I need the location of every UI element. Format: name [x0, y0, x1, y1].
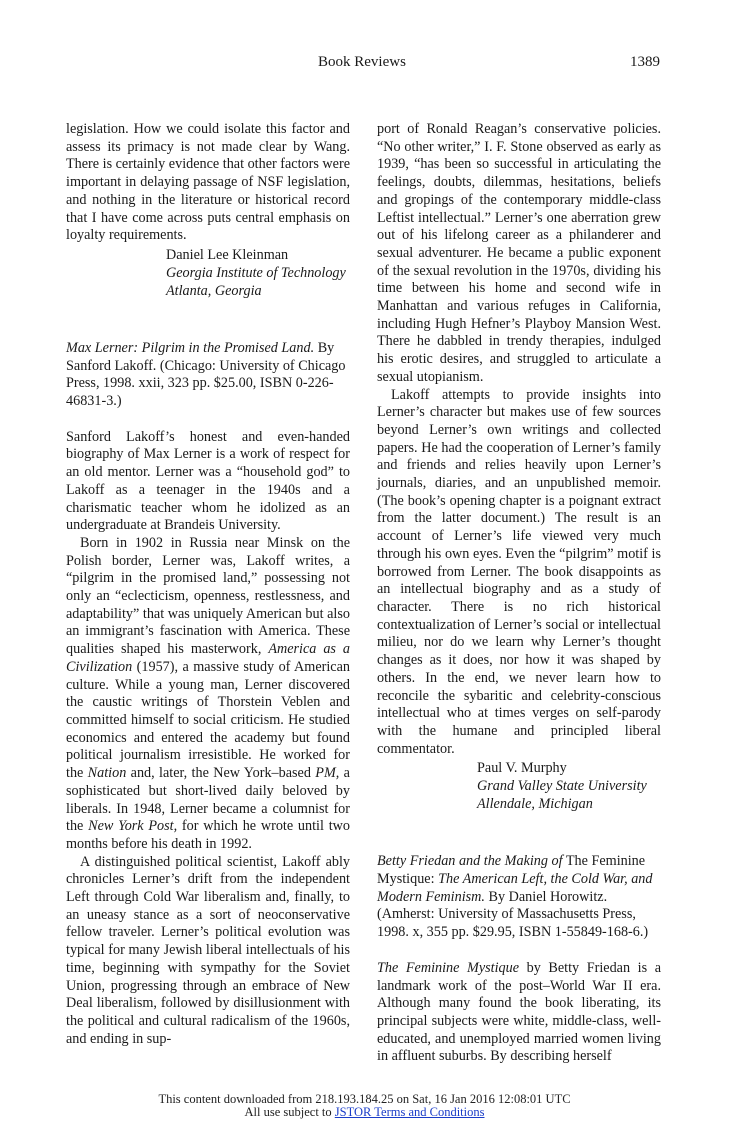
publication-title: Nation [87, 765, 127, 782]
paragraph: legislation. How we could isolate this factor and assess its primacy is not made clear by Wang. There is certainly evidence that other factors were important in delaying passage of NSF legislation, and nothing in the literature or historical record that I have come across puts central emphasis on loyalty requirements. [66, 121, 350, 244]
reviewer-signature [477, 759, 661, 813]
book-title: Max Lerner: Pilgrim in the Promised Land. [66, 339, 315, 356]
book-citation [66, 340, 350, 411]
running-head [0, 54, 729, 74]
paragraph: The Feminine Mystique by Betty Friedan is a landmark work of the post–World War II era. Although many found the book liberating, its principal subjects were white, middle-class, well-educated, and unemployed married women living in affluent suburbs. By describing herself [377, 959, 661, 1065]
book-citation: Betty Friedan and the Making of The Feminine Mystique: The American Left, the Cold War, and Modern Feminism. By Daniel Horowitz. (Amherst: University of Massachusetts Press, 1998. x, 355 pp. $29.95, ISBN 1-55849-168-6.) [377, 853, 653, 941]
terms-line: All use subject to JSTOR Terms and Conditions [244, 1105, 485, 1119]
page-number: 1389 [630, 54, 660, 70]
paragraph: Lakoff attempts to provide insights into Lerner’s character but makes use of few sources beyond Lerner’s own writings and collected papers. He had the cooperation of Lerner’s family and friends and relies heavily upon Lerner’s journals, diaries, and an unpublished memoir. (The book’s opening chapter is a poignant extract from the latter document.) The result is an account of Lerner’s life viewed very much through his own eyes. Even the “pilgrim” motif is borrowed from Lerner. The book disappoints as an intellectual biography and as a study of character. There is no rich historical contextualization of Lerner’s social or intellectual milieu, nor do we learn why Lerner’s thought changes as it does, nor how it was shaped by others. In the end, we never learn how to reconcile the sybaritic and celebrity-conscious intellectual who at times verges on self-parody with the humane and principled liberal commentator. [377, 386, 661, 757]
publication-title: New York Post, [88, 818, 178, 835]
paragraph: Sanford Lakoff’s honest and even-handed biography of Max Lerner is a work of respect for an old mentor. Lerner was a “household god” to Lakoff as a teenager in the 1940s and a charismatic teacher whom he idolized as an undergraduate at Brandeis University. [66, 428, 350, 534]
paragraph: A distinguished political scientist, Lakoff ably chronicles Lerner’s drift from the independent Left through Cold War liberalism and, finally, to an uneasy stance as a sort of neoconservative fellow traveler. Lerner’s political evolution was typical for many Jewish liberal intellectuals of his time, beginning with sympathy for the Soviet Union, progressing through an embrace of New Deal liberalism, followed by disillusionment with the political and cultural radicalism of the 1960s, and ending in sup- [66, 853, 350, 1047]
reviewer-location: Atlanta, Georgia [166, 282, 262, 299]
spacer [66, 411, 350, 429]
spacer [377, 942, 661, 960]
book-title: Betty Friedan and the Making of [377, 853, 563, 870]
book-details: By Sanford Lakoff. (Chicago: University of Chicago Press, 1998. xxii, 323 pp. $25.00, ISBN 0-226-46831-3.) [66, 339, 346, 410]
left-column [66, 121, 350, 1048]
running-title: Book Reviews [318, 54, 406, 70]
book-title: America as a Civilization [66, 641, 350, 675]
book-subtitle: The American Left, the Cold War, and Modern Feminism. [377, 871, 653, 905]
right-column [377, 121, 661, 1066]
reviewer-institution: Georgia Institute of Technology [166, 264, 346, 281]
reviewer-location: Allendale, Michigan [477, 796, 593, 813]
book-title: The Feminine Mystique [377, 959, 520, 976]
download-notice: This content downloaded from 218.193.184.25 on Sat, 16 Jan 2016 12:08:01 UTC [158, 1092, 571, 1106]
reviewer-signature [166, 246, 350, 300]
paragraph: port of Ronald Reagan’s conservative policies. “No other writer,” I. F. Stone observed as early as 1939, “has been so successful in articulating the feelings, doubts, dilemmas, hesitations, beliefs and gropings of the contemporary middle-class Leftist intellectual.” Lerner’s one aberration grew out of his lifelong career as a philanderer and sexual adventurer. He became a public exponent of the sexual revolution in the 1970s, dividing his time between his home and second wife in Manhattan and various refuges in California, including Hugh Hefner’s Playboy Mansion West. There he dabbled in trendy therapies, indulged his erotic desires, and struggled to articulate a sexual utopianism. [377, 121, 661, 385]
book-details: By Daniel Horowitz. (Amherst: University of Massachusetts Press, 1998. x, 355 pp. $29.95, ISBN 1-55849-168-6.) [377, 888, 649, 941]
reviewer-name: Paul V. Murphy [477, 760, 567, 777]
download-footer [0, 1093, 729, 1119]
reviewer-name: Daniel Lee Kleinman [166, 246, 289, 263]
paragraph: Born in 1902 in Russia near Minsk on the Polish border, Lerner was, Lakoff writes, a “pilgrim in the promised land,” possessing not only an “eclecticism, openness, restlessness, and adaptability” that was uniquely American but also an immigrant’s fascination with America. These qualities shaped his masterwork, America as a Civilization (1957), a massive study of American culture. While a young man, Lerner discovered the caustic writings of Thorstein Veblen and committed himself to social criticism. He studied economics and entered the academy but found political journalism irresistible. He worked for the Nation and, later, the New York–based PM, a sophisticated but short-lived daily beloved by liberals. In 1948, Lerner became a columnist for the New York Post, for which he wrote until two months before his death in 1992. [66, 534, 350, 852]
spacer [377, 813, 661, 853]
reviewer-institution: Grand Valley State University [477, 778, 647, 795]
spacer [66, 300, 350, 340]
publication-title: PM, [315, 765, 340, 782]
terms-link[interactable]: JSTOR Terms and Conditions [334, 1105, 485, 1119]
